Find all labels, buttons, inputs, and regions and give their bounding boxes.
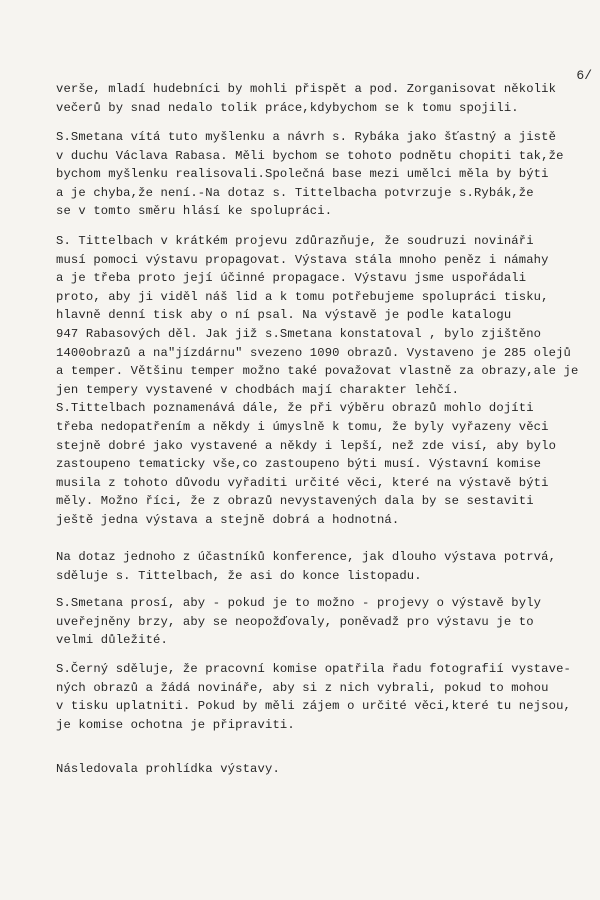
text-line: měly. Možno říci, že z obrazů nevystavených dala by se sestaviti xyxy=(56,494,534,509)
page-number: 6/ xyxy=(576,68,592,83)
text-line: Následovala prohlídka výstavy. xyxy=(56,762,280,776)
text-line: a je třeba proto její účinné propagace. Výstavu jsme uspořádali xyxy=(56,271,527,286)
text-line: S.Smetana prosí, aby - pokud je to možno - projevy o výstavě byly xyxy=(56,596,542,610)
text-line: ještě jedna výstava a stejně dobrá a hodnotná. xyxy=(56,512,400,527)
text-line: večerů by snad nedalo tolik práce,kdybychom se k tomu spojili. xyxy=(56,100,519,115)
text-line: zastoupeno tematicky vše,co zastoupeno býti musí. Výstavní komise xyxy=(56,457,542,472)
text-line: S.Černý sděluje, že pracovní komise opatřila řadu fotografií vystave- xyxy=(56,662,571,676)
text-line: 1400obrazů a na"jízdárnu" svezeno 1090 obrazů. Vystaveno je 285 olejů xyxy=(56,345,571,360)
text-line: v tisku uplatniti. Pokud by měli zájem o určité věci,které tu nejsou, xyxy=(56,699,571,714)
paragraph-5 xyxy=(56,594,541,650)
text-line: velmi důležité. xyxy=(56,633,168,648)
text-line: uveřejněny brzy, aby se neopožďovaly, poněvadž pro výstavu je to xyxy=(56,614,534,629)
text-line: S. Tittelbach v krátkém projevu zdůrazňuje, že soudruzi novináři xyxy=(56,234,534,248)
paragraph-4 xyxy=(56,548,556,585)
text-line: sděluje s. Tittelbach, že asi do konce listopadu. xyxy=(56,568,422,583)
text-line: verše, mladí hudebníci by mohli přispět a pod. Zorganisovat několik xyxy=(56,82,557,96)
text-line: a temper. Většinu temper možno také považovat vlastně za obrazy,ale je xyxy=(56,364,579,379)
text-line: S.Tittelbach poznamenává dále, že při výběru obrazů mohlo dojíti xyxy=(56,401,534,416)
text-line: jen tempery vystavené v chodbách mají charakter lehčí. xyxy=(56,382,460,397)
text-line: 947 Rabasových děl. Jak již s.Smetana konstatoval , bylo zjištěno xyxy=(56,326,542,341)
text-line: Na dotaz jednoho z účastníků konference, jak dlouho výstava potrvá, xyxy=(56,550,557,564)
text-line: v duchu Václava Rabasa. Měli bychom se tohoto podnětu chopiti tak,že xyxy=(56,148,564,163)
text-line: se v tomto směru hlásí ke spolupráci. xyxy=(56,204,333,219)
paragraph-7 xyxy=(56,760,280,779)
paragraph-2 xyxy=(56,128,564,221)
paragraph-3 xyxy=(56,232,578,530)
text-line: stejně dobré jako vystavené a někdy i lepší, než zde visí, aby bylo xyxy=(56,438,557,453)
text-line: třeba nedopatřením a někdy i úmyslně k tomu, že byly vyřazeny věci xyxy=(56,419,549,434)
paragraph-6 xyxy=(56,660,571,734)
text-line: musila z tohoto důvodu vyřaditi určité věci, které na výstavě býti xyxy=(56,475,549,490)
text-line: S.Smetana vítá tuto myšlenku a návrh s. Rybáka jako šťastný a jistě xyxy=(56,130,557,144)
text-line: musí pomoci výstavu propagovat. Výstava stála mnoho peněz i námahy xyxy=(56,252,549,267)
text-line: proto, aby ji viděl náš lid a k tomu potřebujeme spolupráci tisku, xyxy=(56,289,549,304)
text-line: je komise ochotna je připraviti. xyxy=(56,717,295,732)
paragraph-1 xyxy=(56,80,556,117)
text-line: bychom myšlenku realisovali.Společná base mezi umělci měla by býti xyxy=(56,167,549,182)
text-line: ných obrazů a žádá novináře, aby si z nich vybrali, pokud to mohou xyxy=(56,680,549,695)
text-line: hlavně denní tisk aby o ní psal. Na výstavě je podle katalogu xyxy=(56,308,512,323)
text-line: a je chyba,že není.-Na dotaz s. Tittelbacha potvrzuje s.Rybák,že xyxy=(56,185,534,200)
